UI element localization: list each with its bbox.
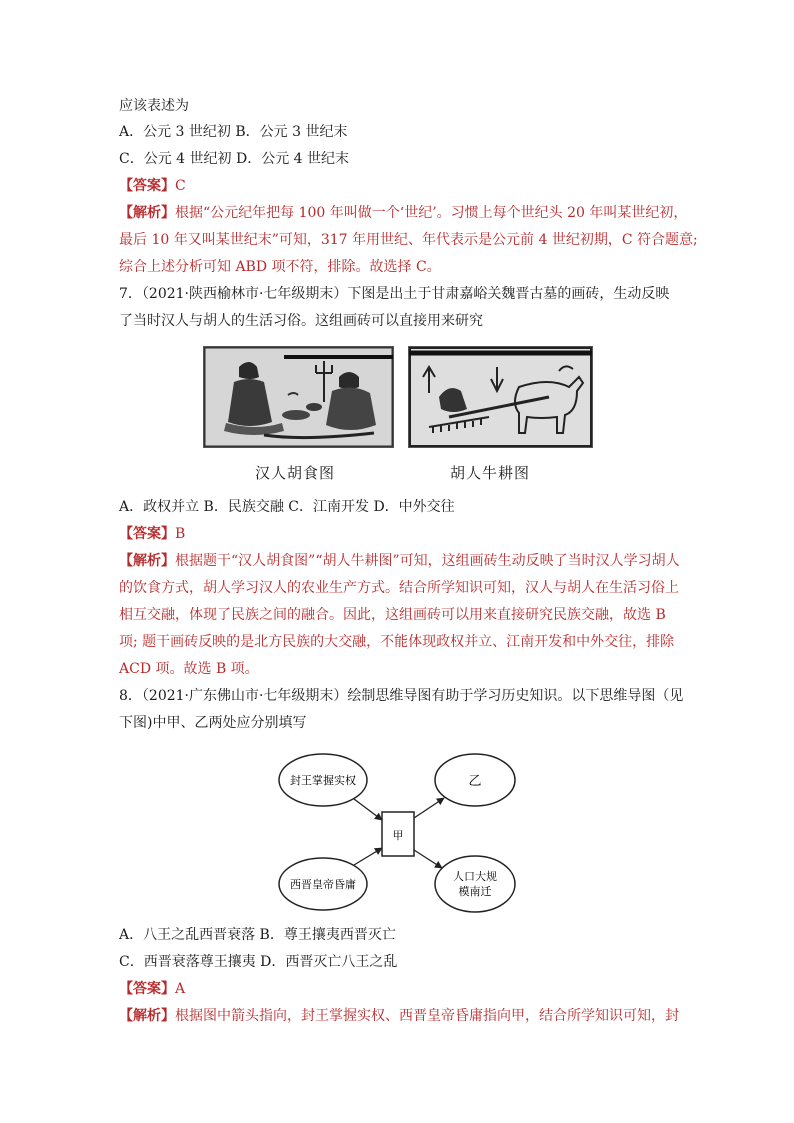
q8-options-ab: A．八王之乱西晋衰落 B．尊王攘夷西晋灭亡 bbox=[119, 927, 396, 943]
q7-answer bbox=[119, 524, 185, 544]
answer-tag: 【答案】 bbox=[119, 526, 175, 542]
answer-value: B bbox=[175, 526, 186, 542]
q6-options-ab: A．公元 3 世纪初 B．公元 3 世纪末 bbox=[119, 124, 348, 140]
caption-han-eating-hu-food: 汉人胡食图 bbox=[255, 464, 336, 482]
q7-analysis-line-4: 项; 题干画砖反映的是北方民族的大交融，不能体现政权并立、江南开发和中外交往，排除 bbox=[119, 634, 675, 650]
q7-analysis-line-1 bbox=[119, 551, 680, 571]
q7-stem-line-2: 了当时汉人与胡人的生活习俗。这组画砖可以直接用来研究 bbox=[119, 313, 483, 329]
arrow-bottom-left-to-center bbox=[354, 848, 382, 865]
mind-map-diagram bbox=[278, 752, 518, 917]
q8-answer bbox=[119, 979, 185, 999]
arrow-center-to-bottom-right bbox=[414, 850, 442, 868]
q6-answer bbox=[119, 176, 186, 196]
answer-tag: 【答案】 bbox=[119, 178, 175, 194]
answer-value: A bbox=[175, 981, 186, 997]
brick-painting-han-eating-hu-food bbox=[203, 346, 394, 448]
node-bottom-left-label: 西晋皇帝昏庸 bbox=[290, 878, 356, 891]
analysis-text: 根据图中箭头指向，封王掌握实权、西晋皇帝昏庸指向甲，结合所学知识可知，封 bbox=[175, 1008, 679, 1024]
analysis-text: 根据题干“汉人胡食图”“胡人牛耕图”可知，这组画砖生动反映了当时汉人学习胡人 bbox=[175, 553, 680, 569]
q7-stem-line-1: 7．（2021·陕西榆林市·七年级期末）下图是出土于甘肃嘉峪关魏晋古墓的画砖，生动反映 bbox=[119, 286, 670, 302]
caption-hu-ox-ploughing: 胡人牛耕图 bbox=[450, 464, 531, 482]
q8-stem-line-2: 下图)中甲、乙两处应分别填写 bbox=[119, 715, 307, 731]
q8-analysis-line-1 bbox=[119, 1006, 679, 1026]
answer-value: C bbox=[175, 178, 186, 194]
node-bottom-right-label-2: 模南迁 bbox=[458, 885, 492, 898]
q6-stem-tail: 应该表述为 bbox=[119, 98, 189, 114]
q6-analysis-line-1 bbox=[119, 203, 687, 223]
analysis-text: 根据“公元纪年把每 100 年叫做一个‘世纪’。习惯上每个世纪头 20 年叫某世纪初， bbox=[175, 205, 688, 221]
node-top-left-label: 封王掌握实权 bbox=[290, 774, 356, 787]
answer-tag: 【答案】 bbox=[119, 981, 175, 997]
node-bottom-right-label-1: 人口大规 bbox=[453, 870, 497, 883]
q8-stem-line-1: 8．（2021·广东佛山市·七年级期末）绘制思维导图有助于学习历史知识。以下思维导图（见 bbox=[119, 688, 684, 704]
q7-options: A．政权并立 B．民族交融 C．江南开发 D．中外交往 bbox=[119, 499, 455, 515]
analysis-tag: 【解析】 bbox=[119, 205, 175, 221]
q6-analysis-line-3: 综合上述分析可知 ABD 项不符，排除。故选择 C。 bbox=[119, 259, 441, 275]
node-top-right-label: 乙 bbox=[468, 774, 482, 789]
q7-analysis-line-3: 相互交融，体现了民族之间的融合。因此，这组画砖可以用来直接研究民族交融，故选 B bbox=[119, 607, 666, 623]
node-bottom-right bbox=[435, 856, 515, 912]
arrow-top-left-to-center bbox=[354, 799, 382, 820]
q6-analysis-line-2: 最后 10 年又叫某世纪末”可知，317 年用世纪、年代表示是公元前 4 世纪初期，C 符合题意; bbox=[119, 232, 698, 248]
brick-painting-hu-ox-ploughing bbox=[408, 346, 593, 448]
q6-options-cd: C．公元 4 世纪初 D．公元 4 世纪末 bbox=[119, 151, 350, 167]
q7-analysis-line-2: 的饮食方式，胡人学习汉人的农业生产方式。结合所学知识可知，汉人与胡人在生活习俗上 bbox=[119, 580, 679, 596]
q7-analysis-line-5: ACD 项。故选 B 项。 bbox=[119, 661, 259, 677]
q8-options-cd: C．西晋衰落尊王攘夷 D．西晋灭亡八王之乱 bbox=[119, 954, 398, 970]
arrow-center-to-top-right bbox=[414, 798, 444, 818]
analysis-tag: 【解析】 bbox=[119, 1008, 175, 1024]
analysis-tag: 【解析】 bbox=[119, 553, 175, 569]
node-center-label: 甲 bbox=[392, 829, 404, 842]
